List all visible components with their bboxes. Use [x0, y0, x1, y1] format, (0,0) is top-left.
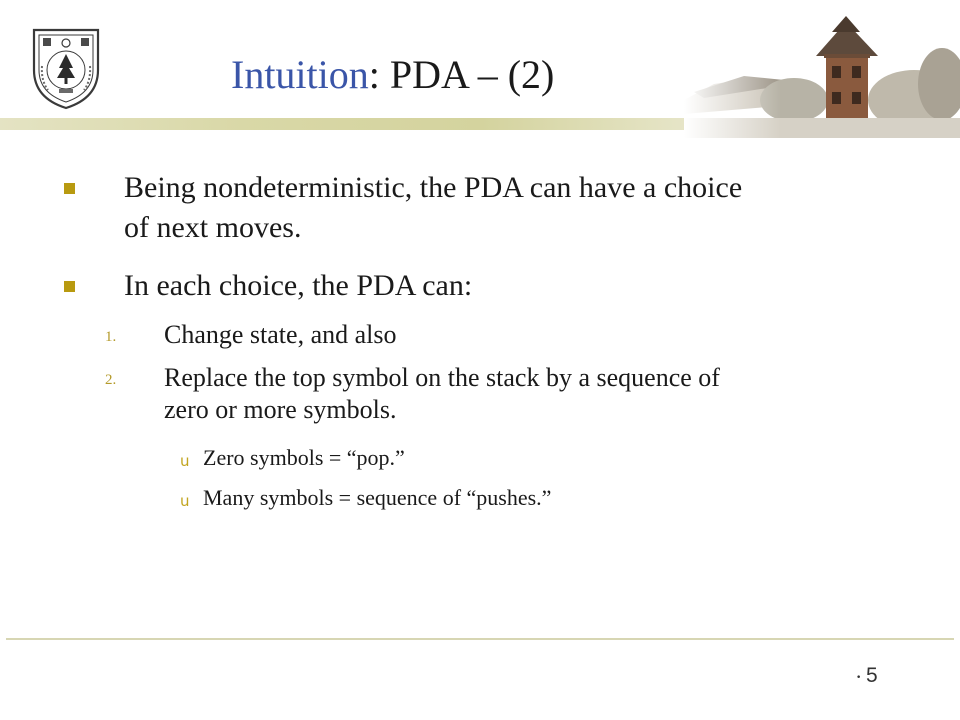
slide-title — [231, 52, 554, 98]
title-underline-bar — [0, 118, 688, 130]
item-number: 1. — [105, 329, 117, 345]
bullet-line: of next moves. — [124, 211, 302, 244]
sub-item-text: Many symbols = sequence of “pushes.” — [203, 485, 552, 510]
sub-item-text: Zero symbols = “pop.” — [203, 445, 405, 470]
page-number: 5 — [866, 664, 878, 687]
item-line: Replace the top symbol on the stack by a sequence of — [164, 363, 720, 392]
sub-bullet-marker: u — [180, 452, 190, 470]
campus-tower-photo — [684, 14, 960, 138]
item-line: zero or more symbols. — [164, 395, 397, 424]
bullet-line: Being nondeterministic, the PDA can have a choice — [124, 171, 743, 204]
page-marker: • — [856, 673, 862, 683]
sub-bullet-marker: u — [180, 492, 190, 510]
title-keyword: Intuition — [231, 52, 369, 97]
title-rest: : PDA – (2) — [368, 52, 555, 97]
bullet-text — [124, 168, 914, 248]
item-text — [164, 362, 884, 426]
bullet-text: In each choice, the PDA can: — [124, 269, 473, 302]
item-text: Change state, and also — [164, 320, 397, 349]
university-logo — [30, 26, 102, 110]
footer-divider — [6, 638, 954, 640]
bullet-marker — [64, 281, 75, 292]
bullet-marker — [64, 183, 75, 194]
item-number: 2. — [105, 372, 117, 388]
